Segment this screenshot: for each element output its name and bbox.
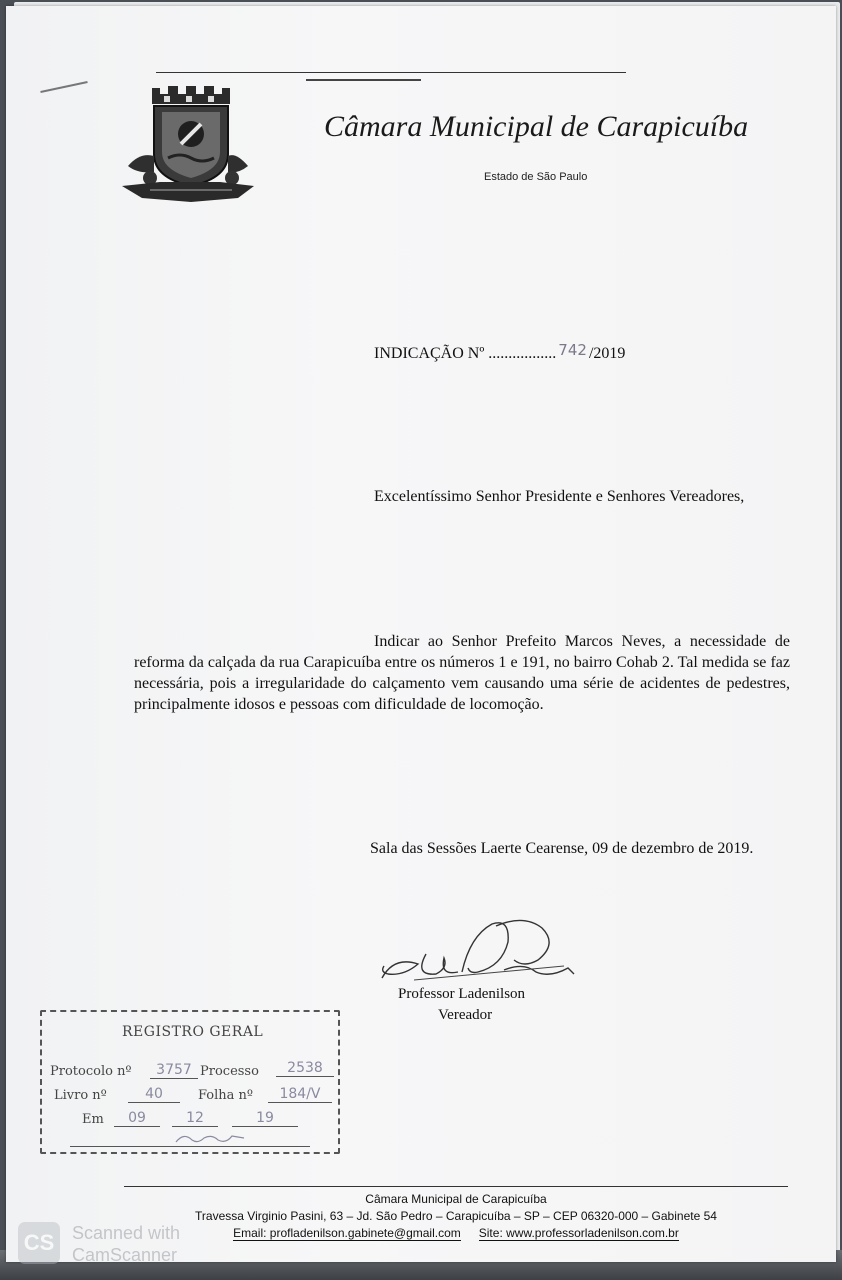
indicacao-label: INDICAÇÃO Nº: [374, 345, 485, 362]
signer-name: Professor Ladenilson: [398, 986, 526, 1002]
processo-value: 2538: [276, 1060, 334, 1077]
watermark-text: [72, 1222, 252, 1266]
header-rule: [156, 72, 626, 73]
place-date: Sala das Sessões Laerte Cearense, 09 de dezembro de 2019.: [370, 840, 754, 857]
indicacao-line: [374, 341, 626, 363]
document-page: [6, 6, 836, 1262]
footer-rule: [124, 1186, 788, 1187]
stamp-title: REGISTRO GERAL: [122, 1024, 264, 1040]
state-subtitle: Estado de São Paulo: [484, 171, 588, 183]
indicacao-dots: .................: [488, 345, 557, 362]
camscanner-logo-icon: CS: [18, 1222, 60, 1264]
protocolo-value: 3757: [150, 1062, 198, 1079]
pen-mark: [40, 81, 87, 93]
indicacao-year: /2019: [588, 345, 626, 362]
folha-value: 184/V: [268, 1086, 332, 1103]
watermark-line2: CamScanner: [72, 1245, 178, 1265]
institution-title: Câmara Municipal de Carapicuíba: [324, 110, 749, 143]
folha-label: Folha nº: [198, 1088, 254, 1103]
em-month: 12: [172, 1110, 218, 1127]
handwritten-signature: [374, 916, 584, 996]
registro-stamp: [40, 1010, 340, 1154]
footer-contact: [233, 1225, 679, 1242]
footer-email: Email: profladenilson.gabinete@gmail.com: [233, 1226, 461, 1240]
livro-label: Livro nº: [54, 1088, 107, 1103]
stamp-signature-line: [70, 1146, 310, 1147]
coat-of-arms-icon: [120, 82, 256, 210]
em-year: 19: [232, 1110, 298, 1127]
greeting: Excelentíssimo Senhor Presidente e Senhores Vereadores,: [374, 488, 745, 505]
stamp-initials: [172, 1130, 252, 1146]
body-paragraph: Indicar ao Senhor Prefeito Marcos Neves, a necessidade de reforma da calçada da rua Carapicuíba entre os números 1 e 191, no bairro Cohab 2. Tal medida se faz necessária, pois a irregularidade do calçamento vem causando uma série de acidentes de pedestres, principalmente idosos e pessoas com dificuldade de locomoção.: [134, 633, 790, 713]
footer-institution: Câmara Municipal de Carapicuíba: [365, 1192, 547, 1206]
em-label: Em: [82, 1112, 104, 1127]
em-day: 09: [114, 1110, 160, 1127]
watermark-line1: Scanned with: [72, 1223, 181, 1243]
signer-role: Vereador: [438, 1007, 493, 1023]
footer-site: Site: www.professorladenilson.com.br: [478, 1226, 679, 1240]
livro-value: 40: [128, 1086, 180, 1103]
protocolo-label: Protocolo nº: [50, 1064, 132, 1079]
indicacao-number: 742: [558, 341, 587, 359]
processo-label: Processo: [200, 1064, 259, 1079]
footer-address: Travessa Virginio Pasini, 63 – Jd. São Pedro – Carapicuíba – SP – CEP 06320-000 – Gabinete 54: [195, 1209, 717, 1223]
header-rule-accent: [306, 79, 421, 81]
